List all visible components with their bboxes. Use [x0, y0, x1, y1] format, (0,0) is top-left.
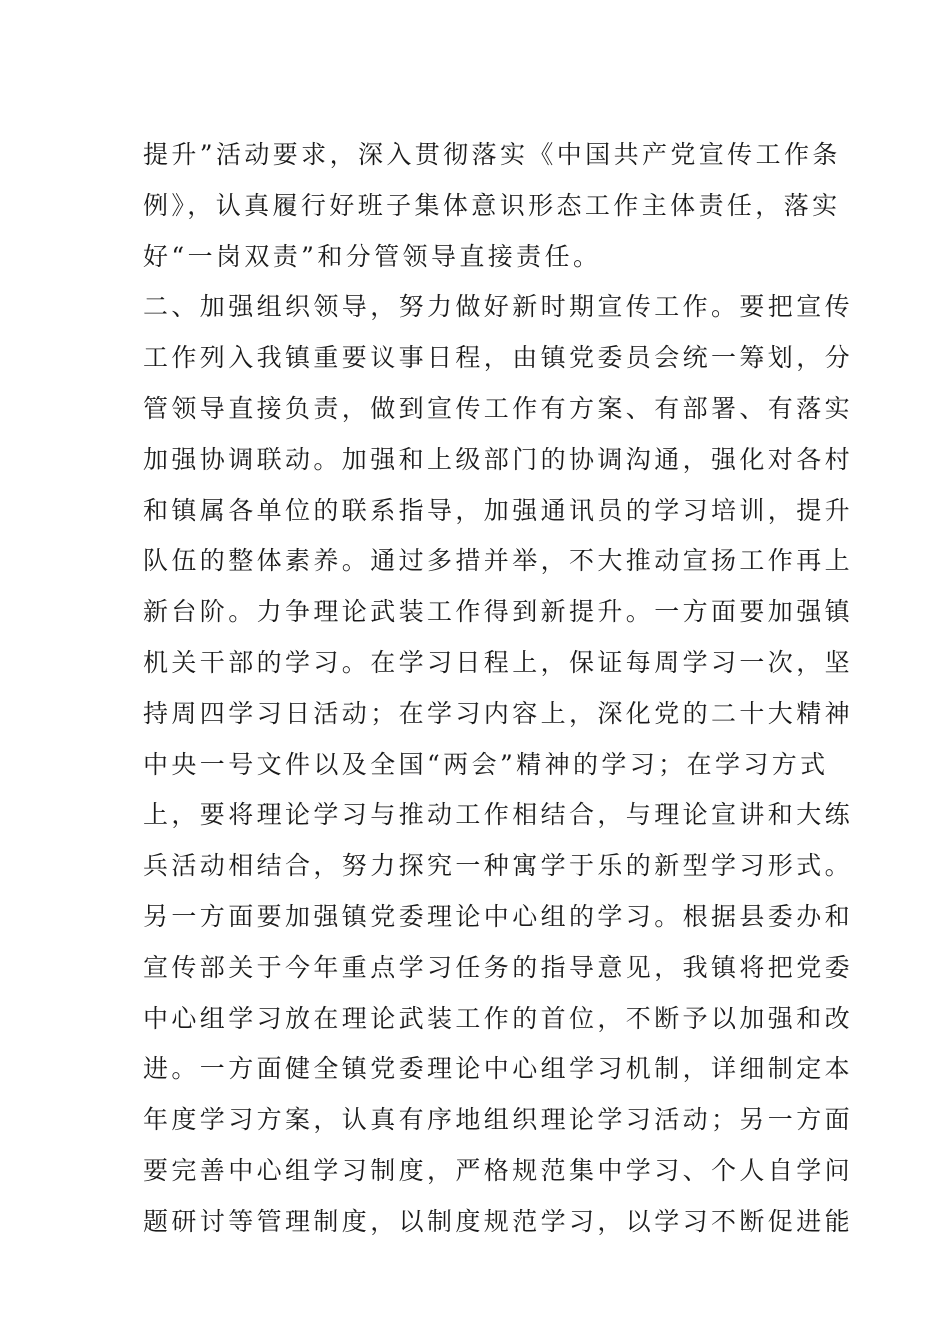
text-line: 题研讨等管理制度，以制度规范学习，以学习不断促进能 [143, 1206, 854, 1236]
text-line: 例》，认真履行好班子集体意识形态工作主体责任，落实 [143, 190, 841, 220]
text-line: 机关干部的学习。在学习日程上，保证每周学习一次，坚 [143, 647, 854, 677]
text-line: 持周四学习日活动；在学习内容上，深化党的二十大精神 [143, 698, 854, 728]
text-line: 中央一号文件以及全国“两会”精神的学习；在学习方式 [143, 749, 829, 779]
text-line: 上，要将理论学习与推动工作相结合，与理论宣讲和大练 [143, 800, 854, 830]
text-line: 另一方面要加强镇党委理论中心组的学习。根据县委办和 [143, 901, 854, 931]
text-line: 好“一岗双责”和分管领导直接责任。 [143, 241, 602, 271]
text-line: 加强协调联动。加强和上级部门的协调沟通，强化对各村 [143, 444, 854, 474]
text-line: 提升”活动要求，深入贯彻落实《中国共产党宣传工作条 [143, 140, 841, 169]
text-line: 新台阶。力争理论武装工作得到新提升。一方面要加强镇 [143, 597, 854, 627]
text-line: 和镇属各单位的联系指导，加强通讯员的学习培训，提升 [143, 495, 854, 525]
body-text [143, 130, 854, 1248]
text-line: 宣传部关于今年重点学习任务的指导意见，我镇将把党委 [143, 952, 854, 982]
text-line: 队伍的整体素养。通过多措并举，不大推动宣扬工作再上 [143, 546, 854, 576]
text-line: 管领导直接负责，做到宣传工作有方案、有部署、有落实 [143, 393, 854, 423]
text-line: 工作列入我镇重要议事日程，由镇党委员会统一筹划，分 [143, 343, 854, 373]
text-line: 中心组学习放在理论武装工作的首位，不断予以加强和改 [143, 1003, 854, 1033]
text-line: 兵活动相结合，努力探究一种寓学于乐的新型学习形式。 [143, 851, 854, 881]
text-line: 进。一方面健全镇党委理论中心组学习机制，详细制定本 [143, 1054, 854, 1084]
text-line: 要完善中心组学习制度，严格规范集中学习、个人自学问 [143, 1155, 854, 1185]
text-line: 年度学习方案，认真有序地组织理论学习活动；另一方面 [143, 1105, 854, 1135]
section-heading-line: 二、加强组织领导，努力做好新时期宣传工作。要把宣传 [143, 292, 854, 322]
